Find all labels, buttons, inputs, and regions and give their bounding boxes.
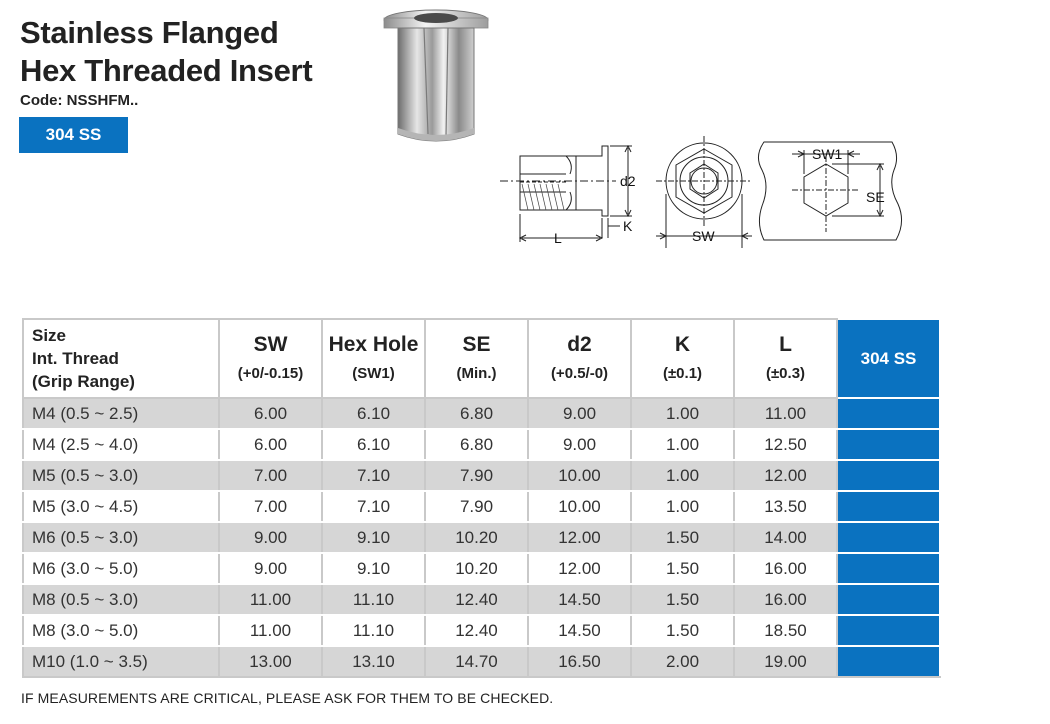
cell-value: 1.00 xyxy=(631,398,734,429)
cell-value: 9.00 xyxy=(528,429,631,460)
cell-value: 6.10 xyxy=(322,429,425,460)
cell-material xyxy=(837,615,940,646)
cell-value: 13.00 xyxy=(219,646,322,677)
cell-size: M8 (3.0 ~ 5.0) xyxy=(23,615,219,646)
cell-value: 7.00 xyxy=(219,491,322,522)
cell-value: 10.00 xyxy=(528,460,631,491)
table-row xyxy=(23,460,940,491)
cell-value: 7.10 xyxy=(322,491,425,522)
cell-value: 6.10 xyxy=(322,398,425,429)
cell-value: 11.00 xyxy=(219,584,322,615)
cell-material xyxy=(837,522,940,553)
cell-value: 12.40 xyxy=(425,615,528,646)
cell-value: 7.90 xyxy=(425,491,528,522)
cell-value: 1.00 xyxy=(631,460,734,491)
cell-material xyxy=(837,646,940,677)
cell-value: 9.00 xyxy=(219,522,322,553)
label-l: L xyxy=(554,230,562,246)
cell-value: 10.20 xyxy=(425,553,528,584)
product-title xyxy=(20,14,312,90)
cell-size: M4 (0.5 ~ 2.5) xyxy=(23,398,219,429)
cell-value: 7.10 xyxy=(322,460,425,491)
table-row xyxy=(23,646,940,677)
cell-size: M5 (3.0 ~ 4.5) xyxy=(23,491,219,522)
cell-value: 6.80 xyxy=(425,429,528,460)
header-k: K (±0.1) xyxy=(631,319,734,398)
cell-value: 9.10 xyxy=(322,522,425,553)
header-se: SE (Min.) xyxy=(425,319,528,398)
cell-value: 1.00 xyxy=(631,491,734,522)
cell-value: 10.20 xyxy=(425,522,528,553)
table-row xyxy=(23,429,940,460)
header-l: L (±0.3) xyxy=(734,319,837,398)
spec-table xyxy=(22,318,941,678)
cell-value: 10.00 xyxy=(528,491,631,522)
table-row xyxy=(23,615,940,646)
product-code: Code: NSSHFM.. xyxy=(20,92,139,109)
cell-value: 6.00 xyxy=(219,429,322,460)
cell-value: 6.00 xyxy=(219,398,322,429)
label-d2: d2 xyxy=(620,173,636,189)
cell-material xyxy=(837,584,940,615)
cell-value: 9.10 xyxy=(322,553,425,584)
label-k: K xyxy=(623,218,633,234)
header-sw: SW (+0/-0.15) xyxy=(219,319,322,398)
title-line-2: Hex Threaded Insert xyxy=(20,53,313,88)
cell-value: 1.50 xyxy=(631,522,734,553)
cell-value: 11.00 xyxy=(734,398,837,429)
header-material: 304 SS xyxy=(837,319,940,398)
header-size: Size Int. Thread (Grip Range) xyxy=(23,319,219,398)
header-hex-hole: Hex Hole (SW1) xyxy=(322,319,425,398)
cell-size: M4 (2.5 ~ 4.0) xyxy=(23,429,219,460)
cell-material xyxy=(837,553,940,584)
material-badge: 304 SS xyxy=(19,117,128,153)
cell-value: 18.50 xyxy=(734,615,837,646)
cell-value: 11.10 xyxy=(322,584,425,615)
label-sw: SW xyxy=(692,228,715,244)
cell-value: 14.70 xyxy=(425,646,528,677)
cell-value: 12.00 xyxy=(528,553,631,584)
cell-value: 16.00 xyxy=(734,584,837,615)
cell-value: 14.50 xyxy=(528,584,631,615)
cell-size: M6 (3.0 ~ 5.0) xyxy=(23,553,219,584)
cell-value: 14.00 xyxy=(734,522,837,553)
cell-material xyxy=(837,429,940,460)
table-row xyxy=(23,522,940,553)
cell-value: 1.00 xyxy=(631,429,734,460)
cell-size: M10 (1.0 ~ 3.5) xyxy=(23,646,219,677)
cell-value: 12.40 xyxy=(425,584,528,615)
cell-value: 2.00 xyxy=(631,646,734,677)
dimension-diagram xyxy=(496,134,916,254)
cell-value: 9.00 xyxy=(219,553,322,584)
label-se: SE xyxy=(866,189,885,205)
title-line-1: Stainless Flanged xyxy=(20,15,279,50)
cell-material xyxy=(837,460,940,491)
cell-value: 12.50 xyxy=(734,429,837,460)
cell-value: 13.10 xyxy=(322,646,425,677)
cell-value: 9.00 xyxy=(528,398,631,429)
cell-value: 12.00 xyxy=(734,460,837,491)
table-row xyxy=(23,553,940,584)
cell-size: M5 (0.5 ~ 3.0) xyxy=(23,460,219,491)
cell-value: 16.50 xyxy=(528,646,631,677)
cell-size: M8 (0.5 ~ 3.0) xyxy=(23,584,219,615)
cell-value: 16.00 xyxy=(734,553,837,584)
cell-value: 13.50 xyxy=(734,491,837,522)
table-row xyxy=(23,584,940,615)
cell-value: 1.50 xyxy=(631,584,734,615)
cell-value: 1.50 xyxy=(631,553,734,584)
table-row xyxy=(23,398,940,429)
header-d2: d2 (+0.5/-0) xyxy=(528,319,631,398)
cell-value: 1.50 xyxy=(631,615,734,646)
cell-value: 11.00 xyxy=(219,615,322,646)
cell-size: M6 (0.5 ~ 3.0) xyxy=(23,522,219,553)
cell-value: 12.00 xyxy=(528,522,631,553)
cell-value: 7.90 xyxy=(425,460,528,491)
label-sw1: SW1 xyxy=(812,146,843,162)
cell-value: 11.10 xyxy=(322,615,425,646)
table-header-row xyxy=(23,319,940,398)
cell-value: 19.00 xyxy=(734,646,837,677)
insert-photo-icon xyxy=(380,6,492,148)
cell-material xyxy=(837,398,940,429)
cell-value: 7.00 xyxy=(219,460,322,491)
cell-value: 14.50 xyxy=(528,615,631,646)
table-row xyxy=(23,491,940,522)
cell-value: 6.80 xyxy=(425,398,528,429)
cell-material xyxy=(837,491,940,522)
footer-note: IF MEASUREMENTS ARE CRITICAL, PLEASE ASK FOR THEM TO BE CHECKED. xyxy=(21,690,554,706)
